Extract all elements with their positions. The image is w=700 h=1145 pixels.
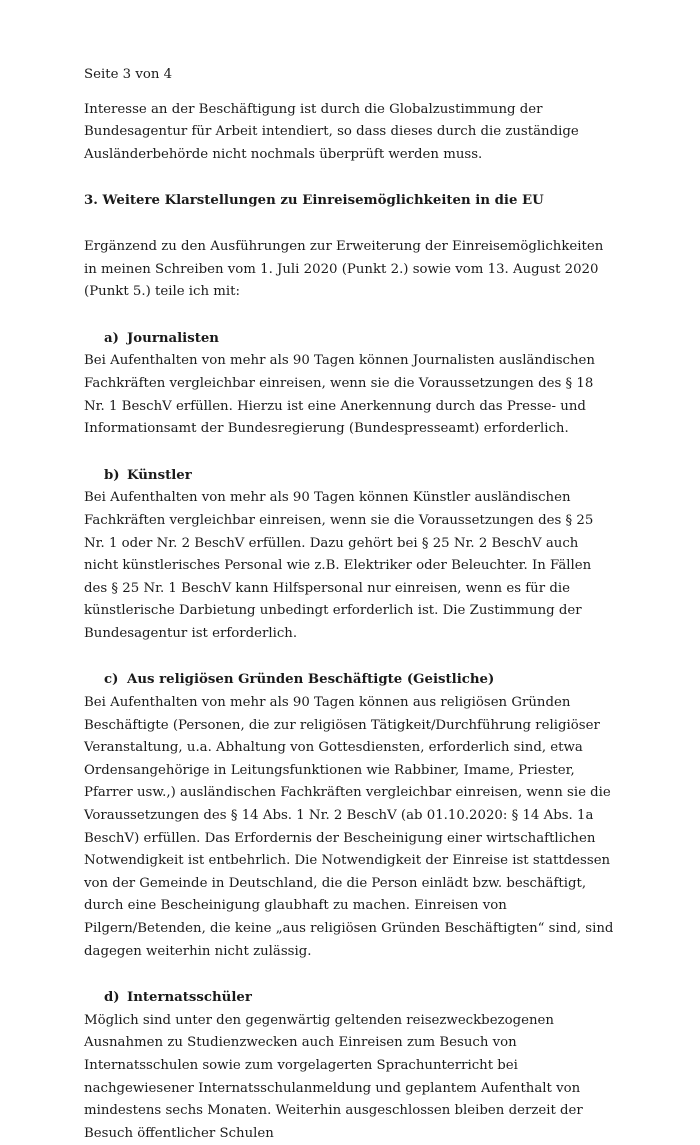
subsection-internatsschueler — [84, 987, 616, 1145]
subsection-title: Aus religiösen Gründen Beschäftigte (Geistliche) — [127, 672, 495, 688]
subsection-kuenstler — [84, 465, 616, 646]
page-number: Seite 3 von 4 — [84, 67, 173, 82]
section-heading: 3. Weitere Klarstellungen zu Einreisemöglichkeiten in die EU — [84, 193, 544, 209]
subsection-letter: c) — [104, 672, 119, 688]
subsection-heading — [84, 465, 616, 488]
section-intro-paragraph: Ergänzend zu den Ausführungen zur Erweiterung der Einreisemöglichkeiten in meinen Schreiben vom 1. Juli 2020 (Punkt 2.) sowie vom 13. August 2020 (Punkt 5.) teile ich mit: — [84, 238, 604, 300]
subsection-title: Journalisten — [127, 330, 219, 346]
subsection-heading — [84, 669, 616, 692]
subsection-letter: d) — [104, 990, 120, 1006]
subsection-title: Künstler — [127, 467, 192, 483]
subsection-heading — [84, 328, 616, 351]
subsection-geistliche — [84, 669, 616, 963]
subsection-title: Internatsschüler — [127, 990, 252, 1006]
subsection-heading — [84, 987, 616, 1010]
subsection-body: Bei Aufenthalten von mehr als 90 Tagen können Journalisten ausländischen Fachkräften vergleichbar einreisen, wenn sie die Voraussetzungen des § 18 Nr. 1 BeschV erfüllen. Hierzu ist eine Anerkennung durch das Presse- und Informationsamt der Bundesregierung (Bundespresseamt) erforderlich. — [84, 353, 595, 437]
subsection-letter: a) — [104, 330, 119, 346]
subsection-body: Möglich sind unter den gegenwärtig geltenden reisezweckbezogenen Ausnahmen zu Studienzwecken auch Einreisen zum Besuch von Internatsschulen sowie zum vorgelagerten Sprachunterricht bei nachgewiesener Internatsschulanmeldung und geplantem Aufenthalt von mindestens sechs Monaten. Weiterhin ausgeschlossen bleiben derzeit der Besuch öffentlicher Schulen — [84, 1012, 583, 1141]
subsection-body: Bei Aufenthalten von mehr als 90 Tagen können Künstler ausländischen Fachkräften vergleichbar einreisen, wenn sie die Voraussetzungen des § 25 Nr. 1 oder Nr. 2 BeschV erfüllen. Dazu gehört bei § 25 Nr. 2 BeschV auch nicht künstlerisches Personal wie z.B. Elektriker oder Beleuchter. In Fällen des § 25 Nr. 1 BeschV kann Hilfspersonal nur einreisen, wenn es für die künstlerische Darbietung unbedingt erforderlich ist. Die Zustimmung der Bundesagentur ist erforderlich. — [84, 490, 594, 641]
subsection-journalisten — [84, 328, 616, 441]
subsection-body: Bei Aufenthalten von mehr als 90 Tagen können aus religiösen Gründen Beschäftigte (Personen, die zur religiösen Tätigkeit/Durchführung religiöser Veranstaltung, u.a. Abhaltung von Gottesdiensten, erforderlich sind, etwa Ordensangehörige in Leitungsfunktionen wie Rabbiner, Imame, Priester, Pfarrer usw.,) ausländischen Fachkräften vergleichbar einreisen, wenn sie die Voraussetzungen des § 14 Abs. 1 Nr. 2 BeschV (ab 01.10.2020: § 14 Abs. 1a BeschV) erfüllen. Das Erfordernis der Bescheinigung einer wirtschaftlichen Notwendigkeit ist entbehrlich. Die Notwendigkeit der Einreise ist stattdessen von der Gemeinde in Deutschland, die die Person einlädt bzw. beschäftigt, durch eine Bescheinigung glaubhaft zu machen. Einreisen von Pilgern/Betenden, die keine „aus religiösen Gründen Beschäftigten“ sind, sind dagegen weiterhin nicht zulässig. — [84, 695, 614, 959]
intro-paragraph: Interesse an der Beschäftigung ist durch die Globalzustimmung der Bundesagentur für Arbeit intendiert, so dass dieses durch die zuständige Ausländerbehörde nicht nochmals überprüft werden muss. — [84, 101, 579, 162]
subsection-letter: b) — [104, 467, 120, 483]
